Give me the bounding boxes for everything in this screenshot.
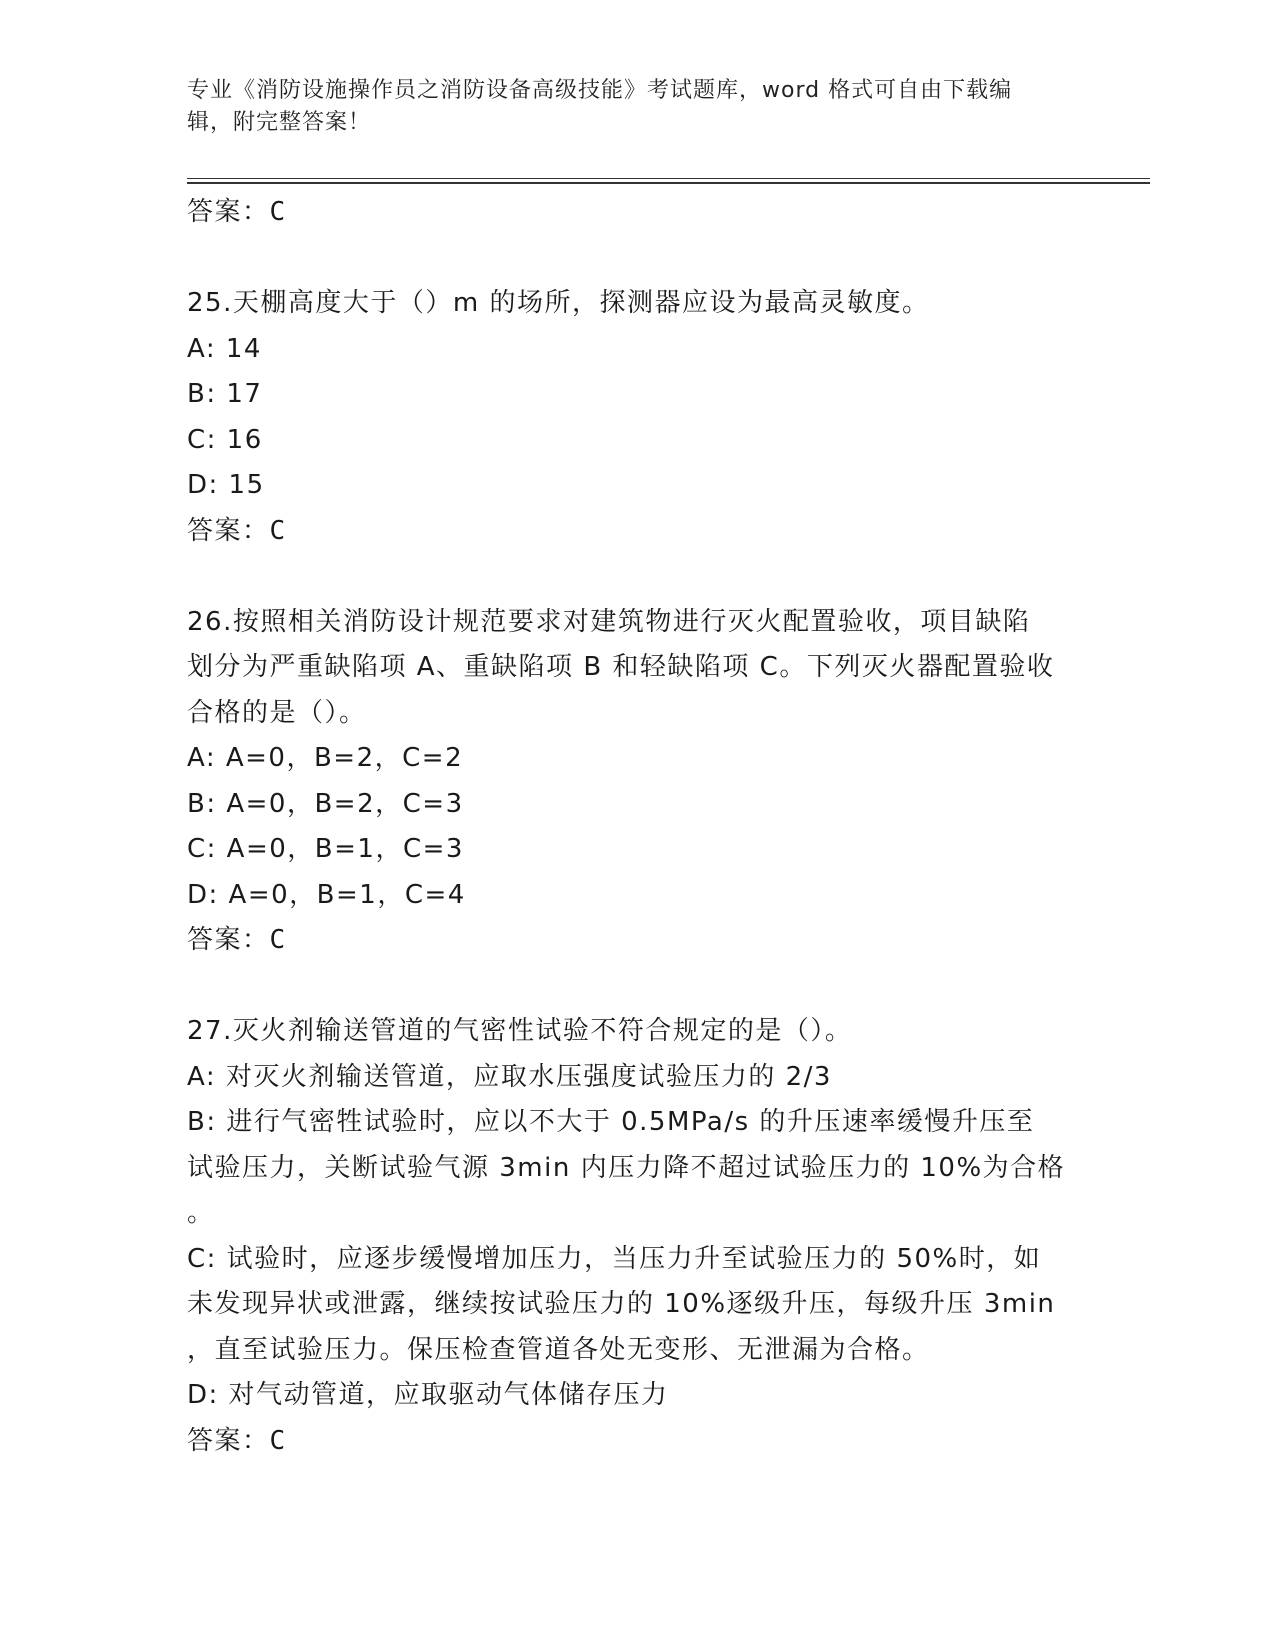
answer-label: 答案： (187, 1425, 270, 1456)
header-rule-thick (187, 182, 1150, 184)
question-25 (187, 281, 1087, 554)
question-stem: 27.灭火剂输送管道的气密性试验不符合规定的是（）。 (187, 1016, 853, 1046)
answer-value: C (269, 925, 287, 955)
option-d: D: 15 (187, 470, 265, 500)
previous-answer (187, 190, 1087, 236)
answer-value: C (269, 515, 287, 546)
document-body (187, 190, 1087, 1464)
question-27 (187, 1009, 1087, 1464)
question-stem: 25.天棚高度大于（）m 的场所，探测器应设为最高灵敏度。 (187, 288, 930, 318)
answer-value: C (269, 1425, 287, 1456)
question-26 (187, 600, 1087, 964)
question-stem: 划分为严重缺陷项 A、重缺陷项 B 和轻缺陷项 C。下列灭火器配置验收 (187, 652, 1055, 682)
option-d: D: 对气动管道，应取驱动气体储存压力 (187, 1380, 669, 1410)
header-line-1: 专业《消防设施操作员之消防设备高级技能》考试题库，word 格式可自由下载编 (187, 78, 1013, 103)
answer-label: 答案： (187, 515, 270, 546)
question-stem: 合格的是（）。 (187, 697, 367, 728)
option-c: C: A=0，B=1，C=3 (187, 834, 464, 864)
answer-label: 答案： (187, 925, 270, 955)
option-b-cont: 试验压力，关断试验气源 3min 内压力降不超过试验压力的 10%为合格 (187, 1152, 1066, 1183)
header-rule-thin (187, 178, 1150, 179)
question-answer (187, 509, 1087, 555)
option-b-cont: 。 (187, 1198, 215, 1228)
option-d: D: A=0，B=1，C=4 (187, 879, 466, 910)
option-b: B: 进行气密牲试验时，应以不大于 0.5MPa/s 的升压速率缓慢升压至 (187, 1107, 1035, 1137)
option-b: B: 17 (187, 379, 263, 409)
option-a: A: 14 (187, 333, 262, 364)
header-line-2: 辑，附完整答案！ (187, 110, 372, 135)
spacer (187, 554, 1087, 600)
option-a: A: 对灭火剂输送管道，应取水压强度试验压力的 2/3 (187, 1061, 832, 1092)
question-answer (187, 1419, 1087, 1465)
option-c-cont: ，直至试验压力。保压检查管道各处无变形、无泄漏为合格。 (187, 1334, 930, 1365)
answer-value: C (269, 197, 287, 227)
question-answer (187, 918, 1087, 964)
option-c: C: 试验时，应逐步缓慢增加压力，当压力升至试验压力的 50%时，如 (187, 1243, 1042, 1274)
spacer (187, 236, 1087, 282)
spacer (187, 964, 1087, 1010)
option-c: C: 16 (187, 424, 263, 455)
option-b: B: A=0，B=2，C=3 (187, 788, 464, 819)
question-stem: 26.按照相关消防设计规范要求对建筑物进行灭火配置验收，项目缺陷 (187, 606, 1031, 637)
option-a: A: A=0，B=2，C=2 (187, 743, 464, 773)
page-header (187, 75, 1067, 139)
answer-label: 答案： (187, 197, 270, 227)
option-c-cont: 未发现异状或泄露，继续按试验压力的 10%逐级升压，每级升压 3min (187, 1289, 1056, 1319)
